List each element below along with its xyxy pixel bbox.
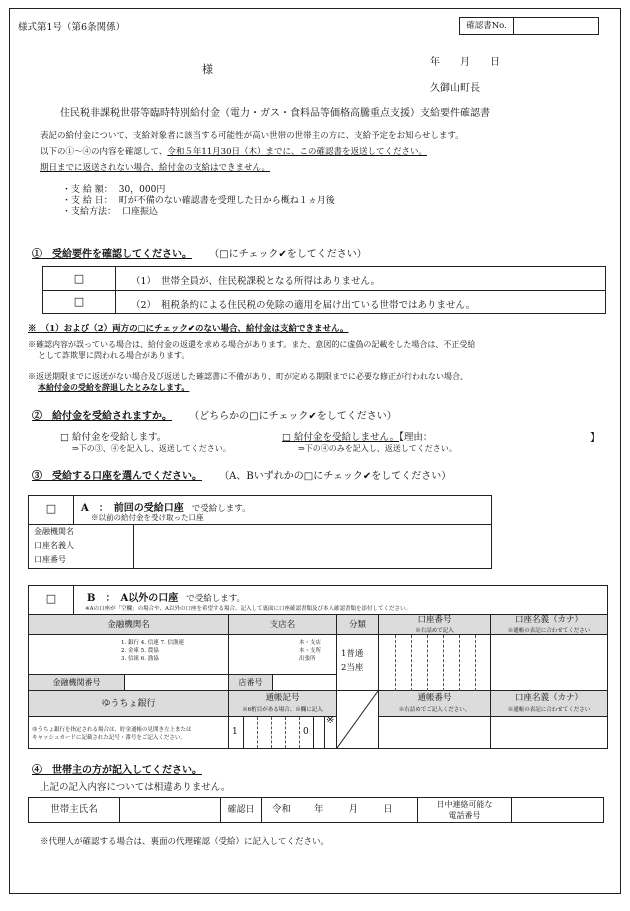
confirm-no-box bbox=[459, 17, 599, 35]
h-holder-sub: ※通帳の表記に合わせてください bbox=[507, 628, 591, 634]
branch-code-label: 店番号 bbox=[229, 675, 273, 691]
type-ordinary: 1普通 bbox=[341, 649, 364, 659]
a-account-label: 口座番号 bbox=[34, 555, 66, 564]
confirm-date-field[interactable] bbox=[262, 798, 418, 822]
slash-cell bbox=[337, 691, 379, 749]
confirm-no-label: 確認書No. bbox=[460, 18, 514, 34]
option-a-heading bbox=[73, 496, 491, 525]
proxy-note: ※代理人が確認する場合は、裏面の代理確認（受給）に記入してください。 bbox=[40, 837, 330, 847]
section3-title: ③ 受給する口座を選んでください。 bbox=[32, 471, 202, 482]
branch-types bbox=[299, 639, 321, 663]
passbook-no-header bbox=[379, 691, 491, 717]
h-type: 分類 bbox=[337, 615, 379, 635]
passbook-label: 通帳記号 bbox=[265, 693, 300, 703]
section3-hint: （A、Bいずれかの□にチェック✔をしてください） bbox=[219, 471, 452, 482]
passbook-sub: ※6桁目がある場合、※欄に記入 bbox=[242, 707, 323, 713]
requirement-1-checkbox[interactable]: □ bbox=[43, 267, 116, 290]
h-account bbox=[379, 615, 491, 635]
requirement-row-2 bbox=[43, 291, 605, 314]
h-holder-label: 口座名義（カナ） bbox=[514, 615, 583, 625]
account-type-field[interactable] bbox=[337, 635, 379, 691]
yucho-note bbox=[29, 717, 229, 748]
option-decline-label: □ 給付金を受給しません。 bbox=[282, 432, 400, 443]
account-holder-field[interactable] bbox=[491, 635, 607, 691]
payment-date-label: ・支 給 日： bbox=[62, 196, 113, 206]
day-label: 日 bbox=[383, 804, 393, 815]
year-label: 年 bbox=[314, 804, 324, 815]
h-account-sub: ※右詰めで記入 bbox=[415, 628, 454, 634]
phone-label-1: 日中連絡可能な bbox=[436, 800, 493, 809]
passbook-symbol-field[interactable] bbox=[229, 717, 337, 748]
h-bank: 金融機関名 bbox=[29, 615, 229, 635]
bank-types-2: 2. 金庫 5. 農協 bbox=[121, 648, 159, 654]
section1-warning: ※ （1）および（2）両方の□にチェック✔のない場合、給付金は支給できません。 bbox=[28, 324, 349, 334]
method-value: 口座振込 bbox=[122, 207, 159, 217]
note-1-line-a: ※確認内容が誤っている場合は、給付金の返還を求める場合があります。また、意図的に虚偽の記載をした場合は、不正受給 bbox=[28, 340, 476, 349]
section1-table bbox=[42, 266, 606, 314]
section2-header bbox=[32, 407, 397, 422]
bank-types bbox=[121, 639, 184, 663]
option-b-suffix: で受給します。 bbox=[186, 594, 246, 604]
confirm-no-field[interactable] bbox=[514, 18, 598, 34]
note-2-line-a: ※返送期限までに返送がない場合及び返送した確認書に不備があり、町が定める期限までに必要な修正が行われない場合、 bbox=[28, 372, 468, 381]
section3-header bbox=[32, 467, 451, 482]
section2-hint: （どちらかの□にチェック✔をしてください） bbox=[189, 411, 397, 422]
method-label: ・支給方法： bbox=[62, 207, 117, 217]
option-a-row-labels bbox=[29, 525, 134, 568]
passbook-first-digit: 1 bbox=[232, 727, 238, 737]
section4-confirm: 上記の記入内容については相違ありません。 bbox=[40, 782, 231, 793]
h-account-label: 口座番号 bbox=[417, 615, 452, 625]
month-label: 月 bbox=[348, 804, 359, 815]
intro-line-2-prefix: 以下の①～④の内容を確認して、 bbox=[40, 147, 168, 157]
signature-row bbox=[28, 797, 604, 823]
note-1-line-b: として詐欺罪に問われる場合があります。 bbox=[38, 351, 190, 360]
option-b-title: B ： A以外の口座 bbox=[87, 593, 179, 604]
payment-info bbox=[62, 185, 335, 218]
section1-header bbox=[32, 245, 367, 260]
yucho-note-1: ゆうちょ銀行を指定される場合は、貯金通帳の見開き左上または bbox=[32, 727, 192, 733]
decline-reason-label: 【理由： bbox=[399, 432, 433, 443]
householder-name-field[interactable] bbox=[120, 798, 221, 822]
bank-types-1: 1. 銀行 4. 信連 7. 信漁連 bbox=[121, 640, 184, 646]
option-b-note: ※Aの口座が「空欄」の場合や、A以外の口座を希望する場合、記入して裏面に口座確認書類及び本人確認書類を添付してください。 bbox=[85, 606, 411, 612]
account-number-field[interactable] bbox=[379, 635, 491, 691]
issuer: 久御山町長 bbox=[430, 83, 480, 94]
payment-date-value: 町が不備のない確認書を受理した日から概ね１ヵ月後 bbox=[118, 196, 335, 206]
a-holder-label: 口座名義人 bbox=[34, 541, 74, 550]
bank-name-field[interactable] bbox=[29, 635, 229, 675]
option-b-box bbox=[28, 585, 608, 749]
passbook-asterisk: ※ bbox=[326, 715, 335, 726]
householder-name-label: 世帯主氏名 bbox=[29, 798, 120, 822]
intro-line-3: 期日までに返送されない場合、給付金の支給はできません。 bbox=[40, 163, 271, 173]
option-b-checkbox[interactable]: □ bbox=[29, 586, 74, 615]
bank-code-label: 金融機関番号 bbox=[29, 675, 125, 691]
requirement-1-num: （1） bbox=[131, 276, 157, 287]
date-line: 年 月 日 bbox=[430, 57, 500, 68]
confirm-date-label: 確認日 bbox=[221, 798, 262, 822]
recipient-suffix: 様 bbox=[202, 63, 213, 76]
bank-types-3: 3. 信組 6. 漁協 bbox=[121, 656, 159, 662]
passbook-header bbox=[229, 691, 337, 717]
section1-note-1 bbox=[28, 339, 475, 361]
decline-reason-end: 】 bbox=[590, 433, 600, 444]
holder2-header bbox=[491, 691, 607, 717]
document-title: 住民税非課税世帯等臨時特別給付金（電力・ガス・食料品等価格高騰重点支援）支給要件確認書 bbox=[60, 108, 490, 119]
branch-code-field[interactable] bbox=[273, 675, 337, 691]
requirement-1-text: 世帯全員が、住民税課税となる所得はありません。 bbox=[161, 276, 381, 287]
phone-field[interactable] bbox=[513, 798, 603, 822]
passbook-number-field[interactable] bbox=[379, 717, 491, 748]
yucho-label: ゆうちょ銀行 bbox=[29, 691, 229, 717]
passbook-no-label: 通帳番号 bbox=[417, 693, 452, 703]
note-2-line-b: 本給付金の受給を辞退したとみなします。 bbox=[38, 382, 190, 392]
section2-title: ② 給付金を受給されますか。 bbox=[32, 411, 172, 422]
section1-hint: （□にチェック✔をしてください） bbox=[209, 249, 367, 260]
section1-note-2 bbox=[28, 371, 468, 393]
branch-name-field[interactable] bbox=[229, 635, 337, 675]
era-label: 令和 bbox=[272, 804, 292, 815]
option-a-checkbox[interactable]: □ bbox=[29, 496, 74, 525]
option-receive[interactable]: □ 給付金を受給します。 bbox=[60, 432, 167, 443]
requirement-2-checkbox[interactable]: □ bbox=[43, 291, 116, 313]
passbook-no-sub: ※右詰めでご記入ください。 bbox=[398, 707, 471, 713]
type-checking: 2当座 bbox=[341, 663, 364, 673]
amount-label: ・支 給 額： bbox=[62, 185, 113, 195]
requirement-row-1 bbox=[43, 267, 605, 291]
option-a-note: ※以前の給付金を受け取った口座 bbox=[91, 513, 204, 522]
option-decline[interactable] bbox=[282, 429, 432, 443]
intro-deadline: 令和５年11月30日（木）までに、この確認書を返送してください。 bbox=[167, 147, 427, 157]
section1-title: ① 受給要件を確認してください。 bbox=[32, 249, 192, 260]
section4-title: ④ 世帯主の方が記入してください。 bbox=[32, 765, 202, 776]
branch-types-3: 出張所 bbox=[299, 656, 316, 662]
h-holder bbox=[491, 615, 607, 635]
bank-code-field[interactable] bbox=[125, 675, 229, 691]
option-b-heading bbox=[73, 586, 607, 615]
option-decline-sub: ⇒下の④のみを記入し、返送してください。 bbox=[298, 444, 457, 453]
form-page bbox=[9, 8, 621, 894]
form-number: 様式第1号（第6条関係） bbox=[18, 22, 126, 33]
phone-label bbox=[418, 798, 512, 822]
passbook-holder-field[interactable] bbox=[491, 717, 607, 748]
branch-types-2: 本・支所 bbox=[299, 648, 322, 654]
holder2-sub: ※通帳の表記に合わせてください bbox=[507, 707, 591, 713]
requirement-2-num: （2） bbox=[131, 300, 157, 311]
branch-types-1: 本・支店 bbox=[299, 640, 322, 646]
phone-label-2: 電話番号 bbox=[448, 811, 481, 820]
intro-line-1: 表記の給付金について、支給対象者に該当する可能性が高い世帯の世帯主の方に、支給予定をお知らせします。 bbox=[40, 131, 464, 141]
a-bank-name-label: 金融機関名 bbox=[34, 527, 74, 536]
yucho-note-2: キャッシュカードに記載された記号・番号をご記入ください。 bbox=[32, 735, 186, 741]
h-branch: 支店名 bbox=[229, 615, 337, 635]
amount-value: 30，000円 bbox=[118, 185, 166, 195]
requirement-2-text: 租税条約による住民税の免除の適用を届け出ている世帯ではありません。 bbox=[161, 300, 476, 311]
passbook-last-digit: 0 bbox=[303, 727, 309, 737]
option-a-title: A ： 前回の受給口座 bbox=[81, 503, 184, 514]
intro-line-2 bbox=[40, 145, 427, 157]
slash-mark bbox=[337, 691, 379, 749]
option-a-suffix: で受給します。 bbox=[191, 504, 251, 514]
holder2-label: 口座名義（カナ） bbox=[514, 693, 583, 703]
option-receive-sub: ⇒下の③、④を記入し、返送してください。 bbox=[72, 444, 231, 453]
option-a-box bbox=[28, 495, 492, 569]
